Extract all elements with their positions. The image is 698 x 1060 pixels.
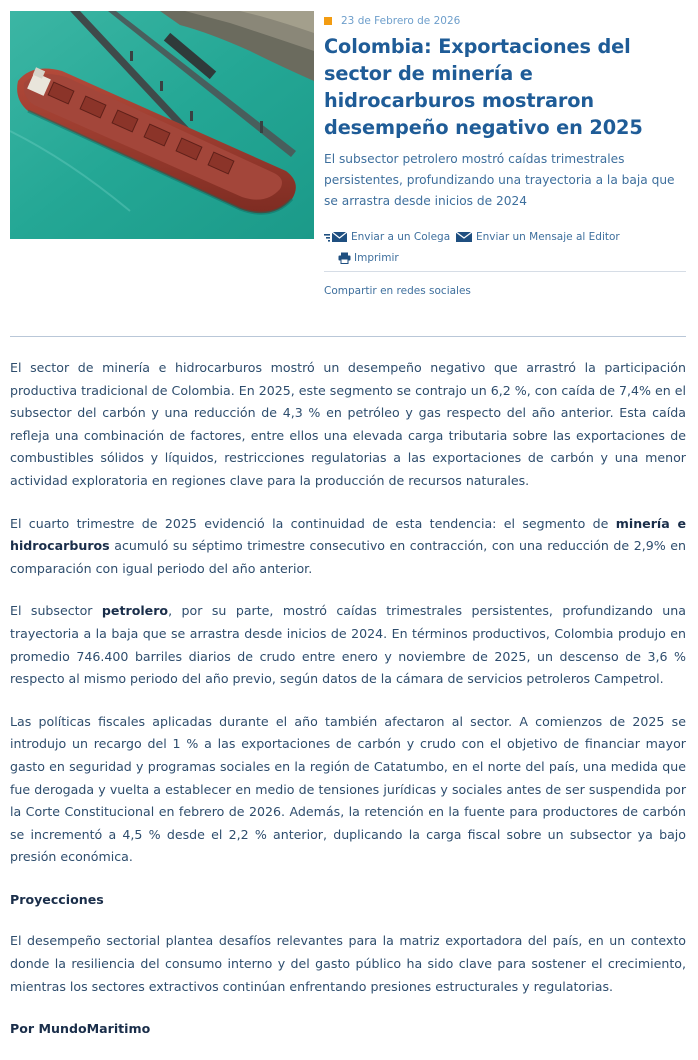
article-subtitle: El subsector petrolero mostró caídas trimestrales persistentes, profundizando una trayectoria a la baja que se arrastra desde inicios de 2024 — [324, 152, 675, 208]
article-byline: Por MundoMaritimo — [10, 1021, 151, 1037]
print-link[interactable] — [338, 252, 399, 264]
article-date: 23 de Febrero de 2026 — [341, 15, 461, 27]
paragraph-5: El desempeño sectorial plantea desafíos relevantes para la matriz exportadora del país, en un contexto donde la resiliencia del consumo interno y del gasto público ha sido clave para sostener el crecimiento, mientras los sectores extractivos continúan enfrentando presiones estructurales y regulatorias. — [10, 933, 686, 994]
paragraph-4: Las políticas fiscales aplicadas durante el año también afectaron al sector. A comienzos de 2025 se introdujo un recargo del 1 % a las exportaciones de carbón y crudo con el objetivo de financiar mayor gasto en seguridad y programas sociales en la región de Catatumbo, en el norte del país, una medida que fue derogada y vuelta a establecer en medio de tensiones jurídicas y sociales antes de ser suspendida por la Corte Constitucional en febrero de 2026. Además, la retención en la fuente para productores de carbón se incrementó a 4,5 % desde el 2,2 % anterior, duplicando la carga fiscal sobre un subsector ya bajo presión económica. — [10, 713, 686, 865]
paragraph-3-text-a: El subsector — [10, 603, 102, 619]
paragraph-1: El sector de minería e hidrocarburos mostró un desempeño negativo que arrastró la participación productiva tradicional de Colombia. En 2025, este segmento se contrajo un 6,2 %, con caída de 7,4% en el subsector del carbón y una reducción de 4,3 % en petróleo y gas respecto del año anterior. Esta caída refleja una combinación de factores, entre ellos una elevada carga tributaria sobre las exportaciones de combustibles sólidos y líquidos, restricciones regulatorias a las exportaciones de carbón y una menor actividad exploratoria en regiones clave para la producción de recursos naturales. — [10, 360, 686, 488]
section-heading-projections: Proyecciones — [10, 891, 104, 907]
send-colleague-link[interactable] — [324, 231, 450, 243]
article-image — [10, 11, 314, 239]
date-marker-icon — [324, 17, 332, 25]
envelope-forward-icon — [324, 231, 348, 243]
paragraph-2 — [10, 513, 686, 581]
share-social-link[interactable]: Compartir en redes sociales — [324, 285, 471, 297]
print-label: Imprimir — [354, 252, 399, 264]
paragraph-3-text-b: , por su parte, mostró caídas trimestrales persistentes, profundizando una trayectoria a la baja que se arrastra desde inicios de 2024. En términos productivos, Colombia produjo en promedio 746.400 barriles diarios de crudo entre enero y noviembre de 2025, un descenso de 3,6 % respecto al mismo periodo del año previo, según datos de la cámara de servicios petroleros Campetrol. — [10, 603, 686, 687]
article-body — [10, 357, 686, 1060]
paragraph-2-text-a: El cuarto trimestre de 2025 evidenció la continuidad de esta tendencia: el segmento de — [10, 515, 616, 531]
header-divider — [10, 336, 686, 337]
paragraph-3 — [10, 600, 686, 690]
ship-photo-icon — [10, 11, 314, 239]
send-colleague-label: Enviar a un Colega — [351, 231, 451, 243]
article-actions — [324, 229, 686, 272]
paragraph-3-highlight: petrolero — [101, 603, 169, 619]
article-header — [324, 13, 688, 212]
date-row — [324, 13, 688, 29]
envelope-icon — [455, 231, 473, 243]
paragraph-2-highlight: minería e hidrocarburos — [10, 515, 686, 554]
printer-icon — [338, 252, 351, 264]
paragraph-2-text-b: acumuló su séptimo trimestre consecutivo en contracción, con una reducción de 2,9% en comparación con igual periodo del año anterior. — [10, 538, 686, 576]
send-editor-link[interactable] — [455, 231, 620, 243]
article-title: Colombia: Exportaciones del sector de minería e hidrocarburos mostraron desempeño negativo en 2025 — [324, 35, 643, 139]
send-editor-label: Enviar un Mensaje al Editor — [476, 231, 620, 243]
